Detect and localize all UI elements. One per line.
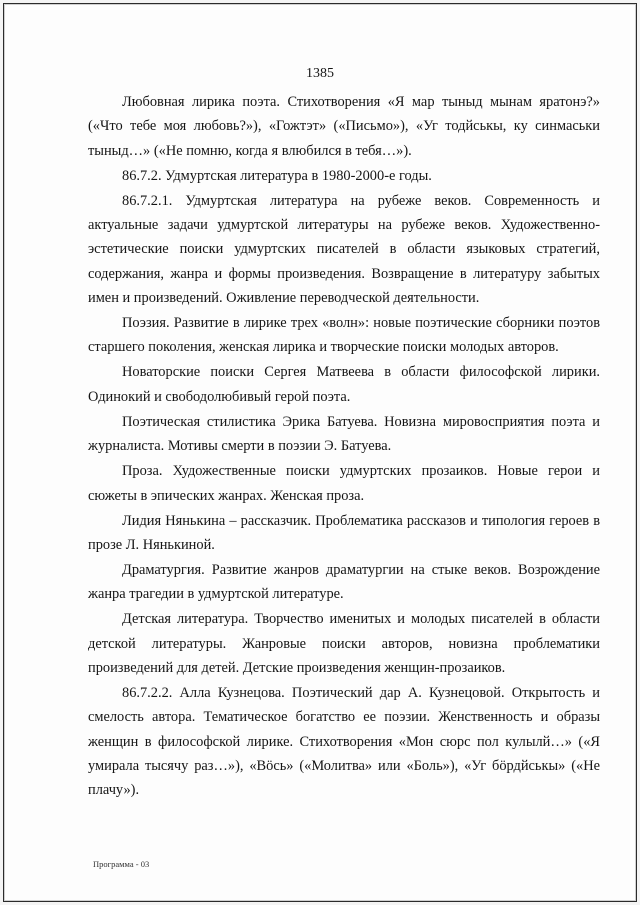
paragraph-drama: Драматургия. Развитие жанров драматургии на стыке веков. Возрождение жанра трагедии в удмуртской литературе. — [88, 562, 600, 603]
paragraph-love-lyrics: Любовная лирика поэта. Стихотворения «Я мар тыныд мынам яратонэ?» («Что тебе моя любовь?»), «Гожтэт» («Письмо»), «Уг тодйськы, ку синмаськи тыныд…» («Не помню, когда я влюбился в тебя…»). — [88, 94, 600, 159]
paragraph-prose: Проза. Художественные поиски удмуртских прозаиков. Новые герои и сюжеты в эпических жанрах. Женская проза. — [88, 463, 600, 504]
page-number: 1385 — [306, 66, 334, 81]
page-footer: Программа - 03 — [93, 859, 150, 869]
paragraph-86-7-2-1: 86.7.2.1. Удмуртская литература на рубеже веков. Современность и актуальные задачи удмуртской литературы на рубеже веков. Художественно-эстетические поиски удмуртских писателей в области языковых стратегий, содержания, жанра и формы произведения. Возвращение в литературу забытых имен и произведений. Оживление переводческой деятельности. — [88, 192, 600, 306]
paragraph-matveev: Новаторские поиски Сергея Матвеева в области философской лирики. Одинокий и свободолюбивый герой поэта. — [88, 364, 600, 405]
paragraph-nyankina: Лидия Нянькина – рассказчик. Проблематика рассказов и типология героев в прозе Л. Нянькиной. — [88, 512, 600, 553]
document-page — [3, 3, 637, 902]
paragraph-poetry: Поэзия. Развитие в лирике трех «волн»: новые поэтические сборники поэтов старшего поколения, женская лирика и творческие поиски молодых авторов. — [88, 315, 600, 356]
paragraph-childrens-literature: Детская литература. Творчество именитых и молодых писателей в области детской литературы. Жанровые поиски авторов, новизна проблематики произведений для детей. Детские произведения женщин-прозаиков. — [88, 611, 600, 676]
paragraph-86-7-2-2-kuznetsova: 86.7.2.2. Алла Кузнецова. Поэтический дар А. Кузнецовой. Открытость и смелость автора. Тематическое богатство ее поэзии. Женственность и образы женщин в философской лирике. Стихотворения «Мон сюрс пол кулылй…» («Я умирала тысячу раз…»), «Вöсь» («Молитва» или «Боль»), «Уг бöрдйськы» («Не плачу»). — [88, 685, 600, 799]
section-heading-86-7-2: 86.7.2. Удмуртская литература в 1980-2000-е годы. — [122, 167, 432, 184]
body-text — [88, 90, 600, 803]
paragraph-batuev: Поэтическая стилистика Эрика Батуева. Новизна мировосприятия поэта и журналиста. Мотивы смерти в поэзии Э. Батуева. — [88, 413, 600, 455]
